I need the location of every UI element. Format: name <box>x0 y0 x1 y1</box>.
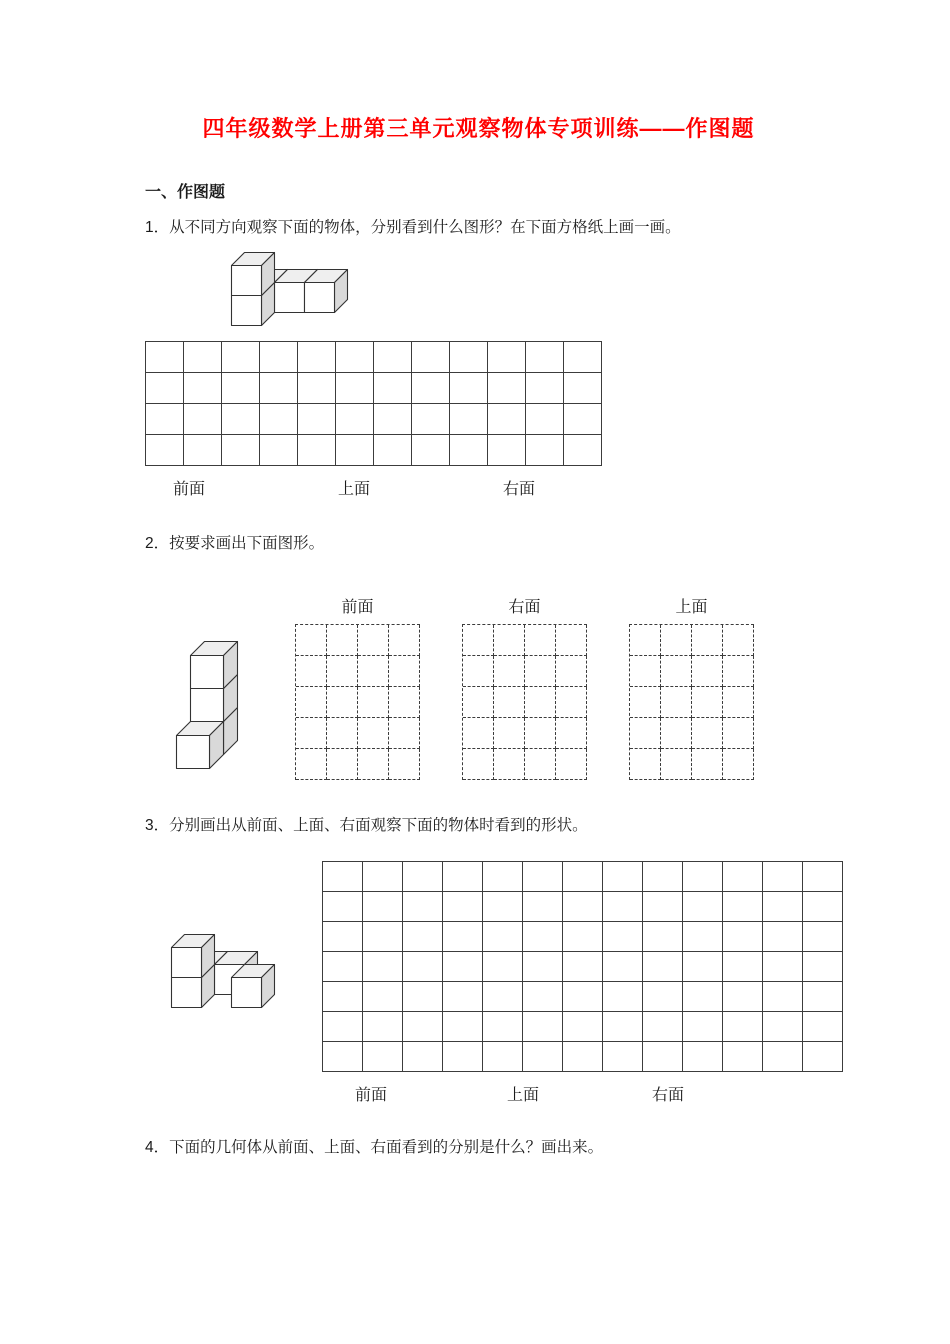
grid-cell <box>327 656 358 687</box>
grid-cell <box>374 435 412 466</box>
grid-cell <box>563 922 603 952</box>
grid-cell <box>358 625 389 656</box>
grid-cell <box>603 1042 643 1072</box>
label-right-view: 右面 <box>503 481 536 499</box>
grid-cell <box>643 922 683 952</box>
grid-cell <box>488 435 526 466</box>
grid-cell <box>643 1012 683 1042</box>
grid-cell <box>450 373 488 404</box>
cube-figure-q2-svg <box>175 640 239 770</box>
grid-cell <box>403 892 443 922</box>
grid-cell <box>803 892 843 922</box>
grid-cell <box>723 718 754 749</box>
view-panel-front <box>295 600 420 780</box>
grid-cell <box>463 687 494 718</box>
grid-cell <box>260 435 298 466</box>
grid-cell <box>336 435 374 466</box>
grid-cell <box>323 862 363 892</box>
grid-cell <box>525 625 556 656</box>
grid-cell <box>336 373 374 404</box>
grid-cell <box>643 892 683 922</box>
grid-cell <box>483 982 523 1012</box>
grid-cell <box>260 404 298 435</box>
answer-grid-q1 <box>145 341 602 466</box>
grid-cell <box>494 656 525 687</box>
grid-cell <box>146 435 184 466</box>
grid-cell <box>443 982 483 1012</box>
grid-cell <box>556 718 587 749</box>
grid-cell <box>450 404 488 435</box>
view-labels-q1 <box>145 474 812 500</box>
grid-cell <box>483 1012 523 1042</box>
grid-cell <box>358 718 389 749</box>
grid-cell <box>723 892 763 922</box>
cube-front-face <box>191 688 224 721</box>
grid-cell <box>563 1042 603 1072</box>
cube-front-face <box>191 655 224 688</box>
label-right-view: 右面 <box>508 598 541 616</box>
grid-cell <box>296 749 327 780</box>
grid-cell <box>389 718 420 749</box>
grid-cell <box>488 404 526 435</box>
grid-cell <box>494 749 525 780</box>
grid-cell <box>763 952 803 982</box>
grid-cell <box>389 749 420 780</box>
cube-figure-q3 <box>170 933 276 1009</box>
grid-cell <box>403 1012 443 1042</box>
grid-cell <box>363 892 403 922</box>
grid-cell <box>184 342 222 373</box>
question-3-workspace <box>145 861 812 1106</box>
grid-cell <box>323 982 363 1012</box>
grid-cell <box>603 1012 643 1042</box>
grid-cell <box>358 749 389 780</box>
question-4 <box>145 1138 812 1157</box>
grid-cell <box>463 656 494 687</box>
grid-cell <box>222 435 260 466</box>
cube-figure-q2 <box>175 640 239 770</box>
grid-cell <box>661 656 692 687</box>
grid-cell <box>323 952 363 982</box>
grid-cell <box>692 749 723 780</box>
grid-cell <box>692 718 723 749</box>
grid-cell <box>323 1012 363 1042</box>
grid-cell <box>296 625 327 656</box>
grid-cell <box>443 1012 483 1042</box>
grid-cell <box>763 1012 803 1042</box>
grid-cell <box>494 687 525 718</box>
grid-cell <box>525 749 556 780</box>
grid-cell <box>564 435 602 466</box>
grid-cell <box>374 404 412 435</box>
grid-cell <box>803 1012 843 1042</box>
grid-cell <box>523 1042 563 1072</box>
grid-cell <box>327 749 358 780</box>
grid-cell <box>412 435 450 466</box>
grid-cell <box>296 656 327 687</box>
cube-front-face <box>172 978 202 1008</box>
grid-cell <box>494 718 525 749</box>
grid-cell <box>723 952 763 982</box>
label-front-view: 前面 <box>173 481 206 499</box>
grid-cell <box>564 404 602 435</box>
grid-cell <box>403 952 443 982</box>
grid-cell <box>526 404 564 435</box>
grid-cell <box>803 1042 843 1072</box>
grid-cell <box>643 952 683 982</box>
view-panel-top <box>629 600 754 780</box>
answer-grid-q2-right <box>462 624 587 780</box>
grid-cell <box>683 982 723 1012</box>
grid-cell <box>363 982 403 1012</box>
grid-cell <box>564 373 602 404</box>
grid-cell <box>630 749 661 780</box>
grid-cell <box>723 922 763 952</box>
grid-cell <box>403 862 443 892</box>
grid-cell <box>358 656 389 687</box>
grid-cell <box>323 922 363 952</box>
grid-cell <box>563 952 603 982</box>
page-title: 四年级数学上册第三单元观察物体专项训练——作图题 <box>202 116 755 141</box>
grid-cell <box>603 952 643 982</box>
cube-front-face <box>232 266 262 296</box>
grid-cell <box>389 625 420 656</box>
question-2 <box>145 534 812 779</box>
grid-cell <box>661 718 692 749</box>
grid-cell <box>523 862 563 892</box>
grid-cell <box>526 435 564 466</box>
grid-cell <box>661 687 692 718</box>
grid-cell <box>803 982 843 1012</box>
question-1-text: 1．从不同方向观察下面的物体，分别看到什么图形？在下面方格纸上画一画。 <box>145 219 681 236</box>
grid-cell <box>488 373 526 404</box>
grid-cell <box>563 982 603 1012</box>
grid-cell <box>723 749 754 780</box>
cube-front-face <box>275 283 305 313</box>
grid-cell <box>327 718 358 749</box>
grid-cell <box>412 404 450 435</box>
cube-front-face <box>172 948 202 978</box>
grid-cell <box>723 625 754 656</box>
grid-cell <box>463 625 494 656</box>
grid-cell <box>389 656 420 687</box>
grid-cell <box>358 687 389 718</box>
grid-cell <box>327 687 358 718</box>
grid-cell <box>643 1042 683 1072</box>
label-right-view: 右面 <box>652 1087 685 1105</box>
grid-cell <box>483 952 523 982</box>
grid-cell <box>374 373 412 404</box>
grid-cell <box>692 625 723 656</box>
grid-cell <box>403 1042 443 1072</box>
grid-cell <box>523 982 563 1012</box>
grid-cell <box>443 862 483 892</box>
answer-grid-q2-front <box>295 624 420 780</box>
grid-cell <box>184 404 222 435</box>
grid-cell <box>526 373 564 404</box>
grid-cell <box>363 952 403 982</box>
grid-cell <box>723 862 763 892</box>
grid-cell <box>523 1012 563 1042</box>
grid-cell <box>296 687 327 718</box>
grid-cell <box>443 1042 483 1072</box>
grid-cell <box>483 1042 523 1072</box>
cube-figure-q1 <box>230 251 812 327</box>
grid-cell <box>443 892 483 922</box>
grid-cell <box>803 922 843 952</box>
question-4-text: 4．下面的几何体从前面、上面、右面看到的分别是什么？画出来。 <box>145 1139 604 1157</box>
grid-cell <box>336 404 374 435</box>
grid-cell <box>763 862 803 892</box>
grid-cell <box>403 922 443 952</box>
grid-cell <box>298 342 336 373</box>
grid-cell <box>323 892 363 922</box>
grid-cell <box>525 656 556 687</box>
grid-cell <box>692 656 723 687</box>
view-labels-q3 <box>322 1080 843 1106</box>
grid-cell <box>298 404 336 435</box>
grid-cell <box>643 982 683 1012</box>
grid-cell <box>723 982 763 1012</box>
grid-cell <box>692 687 723 718</box>
grid-cell <box>661 625 692 656</box>
grid-cell <box>525 687 556 718</box>
grid-cell <box>494 625 525 656</box>
grid-cell <box>630 625 661 656</box>
grid-cell <box>563 862 603 892</box>
grid-cell <box>222 342 260 373</box>
question-3 <box>145 816 812 1106</box>
grid-cell <box>630 656 661 687</box>
grid-cell <box>298 373 336 404</box>
label-top-view: 上面 <box>675 598 708 616</box>
grid-cell <box>412 373 450 404</box>
grid-cell <box>603 982 643 1012</box>
grid-cell <box>630 718 661 749</box>
grid-cell <box>463 749 494 780</box>
grid-cell <box>603 862 643 892</box>
grid-cell <box>763 982 803 1012</box>
grid-cell <box>260 373 298 404</box>
grid-cell <box>723 687 754 718</box>
section-heading: 一、作图题 <box>145 184 226 201</box>
grid-cell <box>683 862 723 892</box>
grid-cell <box>298 435 336 466</box>
grid-cell <box>363 922 403 952</box>
question-3-grid-block <box>322 861 843 1106</box>
question-2-workspace <box>145 600 812 780</box>
grid-cell <box>723 1012 763 1042</box>
answer-grid-q3 <box>322 861 843 1072</box>
grid-cell <box>523 922 563 952</box>
grid-cell <box>483 862 523 892</box>
grid-cell <box>683 1012 723 1042</box>
grid-cell <box>463 718 494 749</box>
grid-cell <box>723 1042 763 1072</box>
label-front-view: 前面 <box>341 598 374 616</box>
grid-cell <box>450 435 488 466</box>
grid-cell <box>763 892 803 922</box>
question-3-text: 3．分别画出从前面、上面、右面观察下面的物体时看到的形状。 <box>145 816 588 834</box>
grid-cell <box>389 687 420 718</box>
grid-cell <box>146 404 184 435</box>
grid-cell <box>526 342 564 373</box>
cube-figure-q3-svg <box>170 933 276 1009</box>
grid-cell <box>603 892 643 922</box>
label-top-view: 上面 <box>507 1087 540 1105</box>
grid-cell <box>563 892 603 922</box>
grid-cell <box>184 373 222 404</box>
grid-cell <box>450 342 488 373</box>
cube-front-face <box>305 283 335 313</box>
grid-cell <box>483 892 523 922</box>
grid-cell <box>222 404 260 435</box>
label-front-view: 前面 <box>355 1087 388 1105</box>
grid-cell <box>260 342 298 373</box>
grid-cell <box>523 952 563 982</box>
answer-grid-q2-top <box>629 624 754 780</box>
grid-cell <box>184 435 222 466</box>
grid-cell <box>683 952 723 982</box>
grid-cell <box>803 862 843 892</box>
grid-cell <box>323 1042 363 1072</box>
cube-front-face <box>177 735 210 768</box>
grid-cell <box>661 749 692 780</box>
grid-cell <box>363 862 403 892</box>
grid-cell <box>146 342 184 373</box>
view-panel-right <box>462 600 587 780</box>
grid-cell <box>683 1042 723 1072</box>
question-2-text: 2．按要求画出下面图形。 <box>145 535 325 553</box>
grid-cell <box>723 656 754 687</box>
grid-cell <box>363 1042 403 1072</box>
grid-cell <box>630 687 661 718</box>
grid-cell <box>803 952 843 982</box>
grid-cell <box>443 922 483 952</box>
grid-cell <box>556 687 587 718</box>
grid-cell <box>363 1012 403 1042</box>
grid-cell <box>683 922 723 952</box>
grid-cell <box>374 342 412 373</box>
grid-cell <box>763 1042 803 1072</box>
grid-cell <box>443 952 483 982</box>
cube-figure-q1-svg <box>230 251 349 327</box>
grid-cell <box>412 342 450 373</box>
grid-cell <box>556 625 587 656</box>
grid-cell <box>222 373 260 404</box>
grid-cell <box>403 982 443 1012</box>
grid-cell <box>603 922 643 952</box>
grid-cell <box>763 922 803 952</box>
grid-cell <box>488 342 526 373</box>
grid-cell <box>556 656 587 687</box>
grid-cell <box>563 1012 603 1042</box>
cube-front-face <box>232 978 262 1008</box>
grid-cell <box>336 342 374 373</box>
grid-cell <box>564 342 602 373</box>
grid-cell <box>296 718 327 749</box>
grid-cell <box>643 862 683 892</box>
grid-cell <box>523 892 563 922</box>
grid-cell <box>556 749 587 780</box>
grid-cell <box>146 373 184 404</box>
label-top-view: 上面 <box>338 481 371 499</box>
question-1 <box>145 218 812 500</box>
cube-front-face <box>232 296 262 326</box>
grid-cell <box>525 718 556 749</box>
grid-cell <box>327 625 358 656</box>
grid-cell <box>483 922 523 952</box>
grid-cell <box>683 892 723 922</box>
